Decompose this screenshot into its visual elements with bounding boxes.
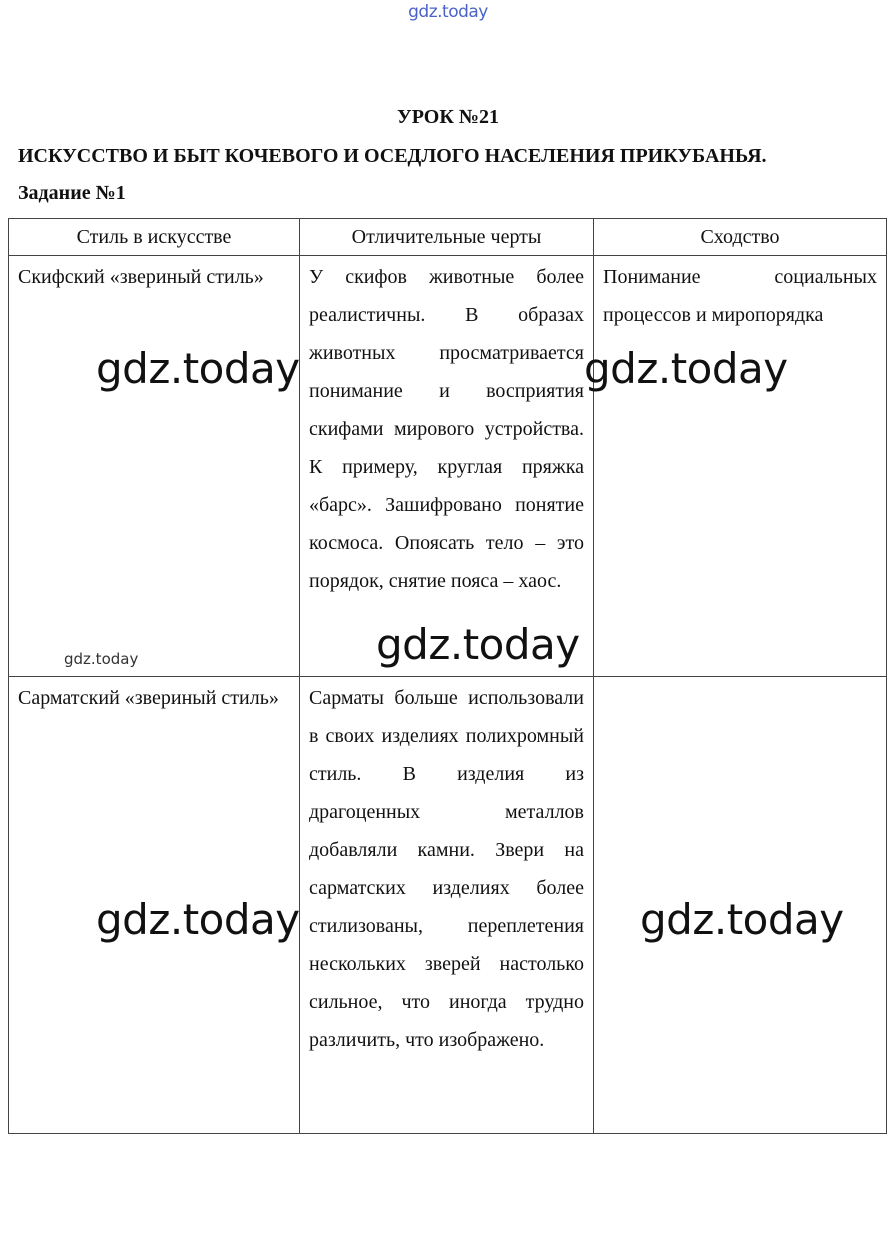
watermark: gdz.today <box>96 344 300 393</box>
task-heading: Задание №1 <box>18 182 126 204</box>
page-title: ИСКУССТВО И БЫТ КОЧЕВОГО И ОСЕДЛОГО НАСЕЛЕНИЯ ПРИКУБАНЬЯ. <box>18 145 767 167</box>
watermark: gdz.today <box>584 344 788 393</box>
header-features: Отличительные черты <box>300 219 594 256</box>
cell-similarity: Понимание социальных процессов и миропорядка <box>594 256 887 677</box>
top-watermark: gdz.today <box>408 2 488 22</box>
watermark: gdz.today <box>376 620 580 669</box>
cell-style: Скифский «звериный стиль» <box>9 256 300 677</box>
lesson-heading: УРОК №21 <box>397 106 499 128</box>
table-row <box>9 256 887 677</box>
cell-features: У скифов животные более реалистичны. В образах животных просматривается понимание и восприятия скифами мирового устройства. К примеру, круглая пряжка «барс». Зашифровано понятие космоса. Опоясать тело – это порядок, снятие пояса – хаос. <box>300 256 594 677</box>
watermark: gdz.today <box>640 895 844 944</box>
watermark: gdz.today <box>96 895 300 944</box>
cell-style: Сарматский «звериный стиль» <box>9 677 300 1134</box>
table-header-row <box>9 219 887 256</box>
cell-features: Сарматы больше использовали в своих изделиях полихромный стиль. В изделия из драгоценных металлов добавляли камни. Звери на сарматских изделиях более стилизованы, переплетения нескольких зверей настолько сильное, что иногда трудно различить, что изображено. <box>300 677 594 1134</box>
header-style: Стиль в искусстве <box>9 219 300 256</box>
header-similarity: Сходство <box>594 219 887 256</box>
watermark: gdz.today <box>64 650 139 668</box>
